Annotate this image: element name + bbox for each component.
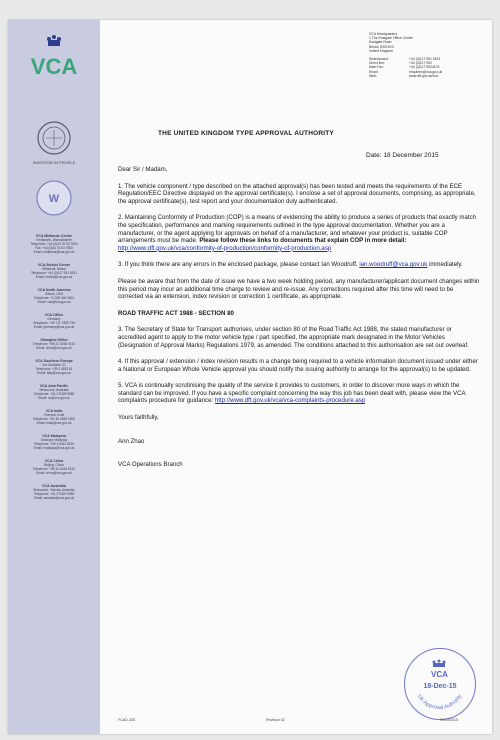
hq-contact-value: www.dft.gov.uk/vca	[409, 73, 438, 78]
office-line: Selangor Malaysia	[40, 438, 68, 442]
svg-text:UK Approval Authority	[416, 694, 464, 711]
office-line: Telephone: +86 10 6416 5151	[32, 467, 76, 471]
office-title: VCA Southern Europe	[35, 359, 73, 363]
office-line: Via Garibaldi, 27	[42, 363, 66, 367]
office-line: Chennai, India	[43, 413, 65, 417]
stamp-date: 18-Dec-15	[423, 683, 457, 690]
paragraph-3	[118, 261, 480, 269]
paragraph-3-text: 3. If you think there are any errors in the enclosed package, please contact Ian Woodruff,	[118, 261, 358, 269]
office-entry	[14, 484, 94, 500]
paragraph-5-text: 5. VCA is continually scrutinising the quality of the service it provides to customers, in order to discover more ways in which the standard can be improved. If you have a specific complaint concerning the way this job has been dealt with, please view the VCA complaints procedure for guidance:	[118, 382, 466, 405]
investor-crest-icon	[32, 116, 76, 160]
footer-revision: Revision 02	[266, 718, 285, 722]
office-line: Email: australia@vca.gov.uk	[33, 496, 75, 500]
vca-logo-icon	[18, 30, 90, 90]
office-title: VCA Asia Pacific	[39, 384, 69, 388]
office-entry	[14, 359, 94, 375]
office-line: Detroit, USA	[45, 292, 63, 296]
hq-address-line: Eastgate Road	[369, 40, 392, 45]
approval-stamp	[404, 648, 476, 720]
contact-email-link[interactable]: ian.woodruff@vca.gov.uk	[359, 261, 428, 269]
paragraph-2-bold: Please follow these links to documents that explain COP in more detail:	[199, 237, 407, 245]
office-line: Telephone: +91 44 4550 0000	[32, 417, 76, 421]
office-title: VCA China	[44, 459, 64, 463]
complaints-link[interactable]: http://www.dft.gov.uk/vca/vca-complaints-procedure.asp	[214, 397, 366, 405]
office-line: Fax: +44 (0)24 76 53 7553	[35, 246, 73, 250]
hq-contact-row	[369, 74, 479, 78]
office-line: Whitehall, Bristol	[42, 267, 66, 271]
office-line: Telephone: +61 3 9329 9580	[33, 392, 75, 396]
stamp-logo-text: VCA	[431, 670, 448, 679]
office-line: Beijing, China	[44, 463, 64, 467]
office-entry	[14, 459, 94, 475]
office-entry	[14, 263, 94, 279]
hq-contact-value: enquiries@vca.gov.uk	[409, 69, 443, 74]
office-line: Email: bristol@vca.gov.uk	[35, 275, 73, 279]
branch-name: VCA Operations Branch	[118, 461, 183, 469]
footer-date: 31/03/2015	[440, 718, 458, 722]
office-entry	[14, 338, 94, 350]
office-entry	[14, 288, 94, 304]
hq-contact-value: +44 (0)117 952	[409, 61, 432, 66]
office-line: Kenilworth, Warwickshire	[36, 238, 72, 242]
sidebar	[8, 20, 100, 734]
hq-address-line: 1 The Eastgate Office Centre	[369, 36, 413, 41]
cop-link[interactable]: http://www.dft.gov.uk/vca/conformity-of-production/conformity-of-production.asp	[118, 244, 332, 252]
office-entry	[14, 409, 94, 425]
paragraph-5	[118, 382, 480, 405]
office-line: Telephone: +39 3 4533 61	[35, 367, 73, 371]
office-line: Email: italy@vca.gov.uk	[37, 371, 71, 375]
office-line: Brunswick, Victoria, Australia	[33, 488, 75, 492]
office-line: Telephone: +49 711 7898 790	[32, 321, 76, 325]
salutation: Dear Sir / Madam,	[118, 166, 168, 173]
hq-contact-label: Switchboard:	[369, 57, 389, 62]
office-line: Email: usa@vca.gov.uk	[37, 300, 71, 304]
paragraph-section80: 3. The Secretary of State for Transport authorises, under section 80 of the Road Traffic Act 1988, the stated manufacturer or accredited agent to apply to the motor vehicle type / part specified, the appropriate mark designated in the Motor Vehicles (Designation of Approval Marks) Regulations 1979, as amended. The conditions attached to this authorisation are set out overleaf.	[118, 326, 469, 349]
office-line: Telephone: +44 (0)117 951 5151	[31, 271, 77, 275]
accreditation-badge-icon	[32, 176, 76, 220]
office-line: Email: midlands@vca.gov.uk	[33, 250, 75, 254]
letter-heading: THE UNITED KINGDOM TYPE APPROVAL AUTHORITY	[158, 130, 334, 137]
office-title: VCA Office	[44, 313, 64, 317]
office-line: Telephone: +86 21 6236 5151	[32, 342, 76, 346]
letter-body	[118, 166, 480, 485]
paragraph-1: 1. The vehicle component / type described on the attached approval(s) has been tested and meets the requirements of the ECE Regulation/EEC Directive displayed on the approval certificate(s). I enclose a set of approval documents, comprising, as appropriate, the approval certificate(s), test report and your documentation duly authenticated.	[118, 182, 476, 205]
hq-address-block	[369, 32, 479, 78]
office-line: Telephone: +60 3 6412 5151	[33, 442, 75, 446]
office-line: Email: india@vca.gov.uk	[36, 421, 72, 425]
svg-text:W: W	[48, 193, 60, 205]
paragraph-4: 4. If this approval / extension / index revision results in a change being required to a vehicle information document issued under either a National or European Whole Vehicle approval you should notify the issuing authority to arrange for the approval(s) to be updated.	[118, 358, 478, 373]
logo-text: VCA	[30, 54, 78, 79]
hq-contact-label: Email:	[369, 69, 379, 74]
office-line: Germany	[47, 317, 61, 321]
office-line: Email: malaysia@vca.gov.uk	[33, 446, 75, 450]
paragraph-holding: Please be aware that from the date of issue we have a two week holding period, any manufacturer/applicant document changes within this period may incur an additional time charge to review and re-issue. Any corrections required after this time will need to be corrected via an extension, index revision or correction 1 certificate, as appropriate.	[118, 277, 480, 301]
closing: Yours faithfully,	[118, 414, 159, 422]
hq-contact-label: Main Fax:	[369, 65, 384, 70]
office-title: VCA Australia	[42, 484, 66, 488]
office-line: Email: germany@vca.gov.uk	[33, 325, 75, 329]
office-line: Telephone: +1 248 446 4841	[33, 296, 75, 300]
office-entry	[14, 234, 94, 254]
office-line: Telephone: +44 (0)24 76 53 7553	[30, 242, 78, 246]
office-entry	[14, 384, 94, 400]
office-line: Melbourne, Australia	[39, 388, 69, 392]
section-heading: ROAD TRAFFIC ACT 1988 - SECTION 80	[118, 309, 234, 317]
signatory-name: Ann Zhao	[118, 437, 145, 445]
paragraph-2-text: 2. Maintaining Conformity of Production (COP) is a means of evidencing the ability to produce a series of products that exactly match the specification, performance and marking requirements outlined in the type approval documentation. Whether you are a manufacturer, or the agent applying for approvals on behalf of a manufacturer, and whatever your product is, suitable COP arrangements must be made.	[118, 214, 477, 245]
hq-contact-label: Web:	[369, 73, 377, 78]
office-entry	[14, 313, 94, 329]
hq-address-line: Bristol, BS5 6XX	[369, 44, 395, 49]
hq-address-line: VCA Headquarters	[369, 32, 398, 36]
office-list	[14, 234, 94, 509]
crest-caption: INVESTOR IN PEOPLE	[32, 160, 76, 165]
hq-contact-value: +44 (0)117 951 5151	[409, 57, 441, 62]
office-title: VCA Malaysia	[42, 434, 66, 438]
hq-contact-value: +44 (0)117 9524103	[409, 65, 440, 70]
hq-contact-label: Direct line:	[369, 61, 386, 66]
office-line: Email: au@vca.gov.uk	[38, 396, 70, 400]
office-title: VCA Midlands Centre	[35, 234, 73, 238]
office-line: Email: china@vca.gov.uk	[36, 346, 72, 350]
office-title: VCA North America	[37, 288, 71, 292]
footer-form-code: FCAD-335	[118, 718, 135, 722]
office-line: Email: china@vca.gov.uk	[36, 471, 72, 475]
paragraph-3-end: immediately.	[428, 261, 463, 269]
stamp-ring-text: UK Approval Authority	[415, 693, 464, 712]
paragraph-2	[118, 214, 480, 252]
office-title: VCA India	[45, 409, 63, 413]
hq-address-line: United Kingdom	[369, 48, 394, 53]
letter-date: Date: 18 December 2015	[366, 152, 439, 159]
office-line: Telephone: +61 3 9329 9580	[33, 492, 75, 496]
signature-block	[118, 414, 480, 469]
office-entry	[14, 434, 94, 450]
office-title: VCA Bristol Centre	[37, 263, 71, 267]
office-title: Shanghai Office	[40, 338, 68, 342]
letter-page	[8, 20, 492, 734]
